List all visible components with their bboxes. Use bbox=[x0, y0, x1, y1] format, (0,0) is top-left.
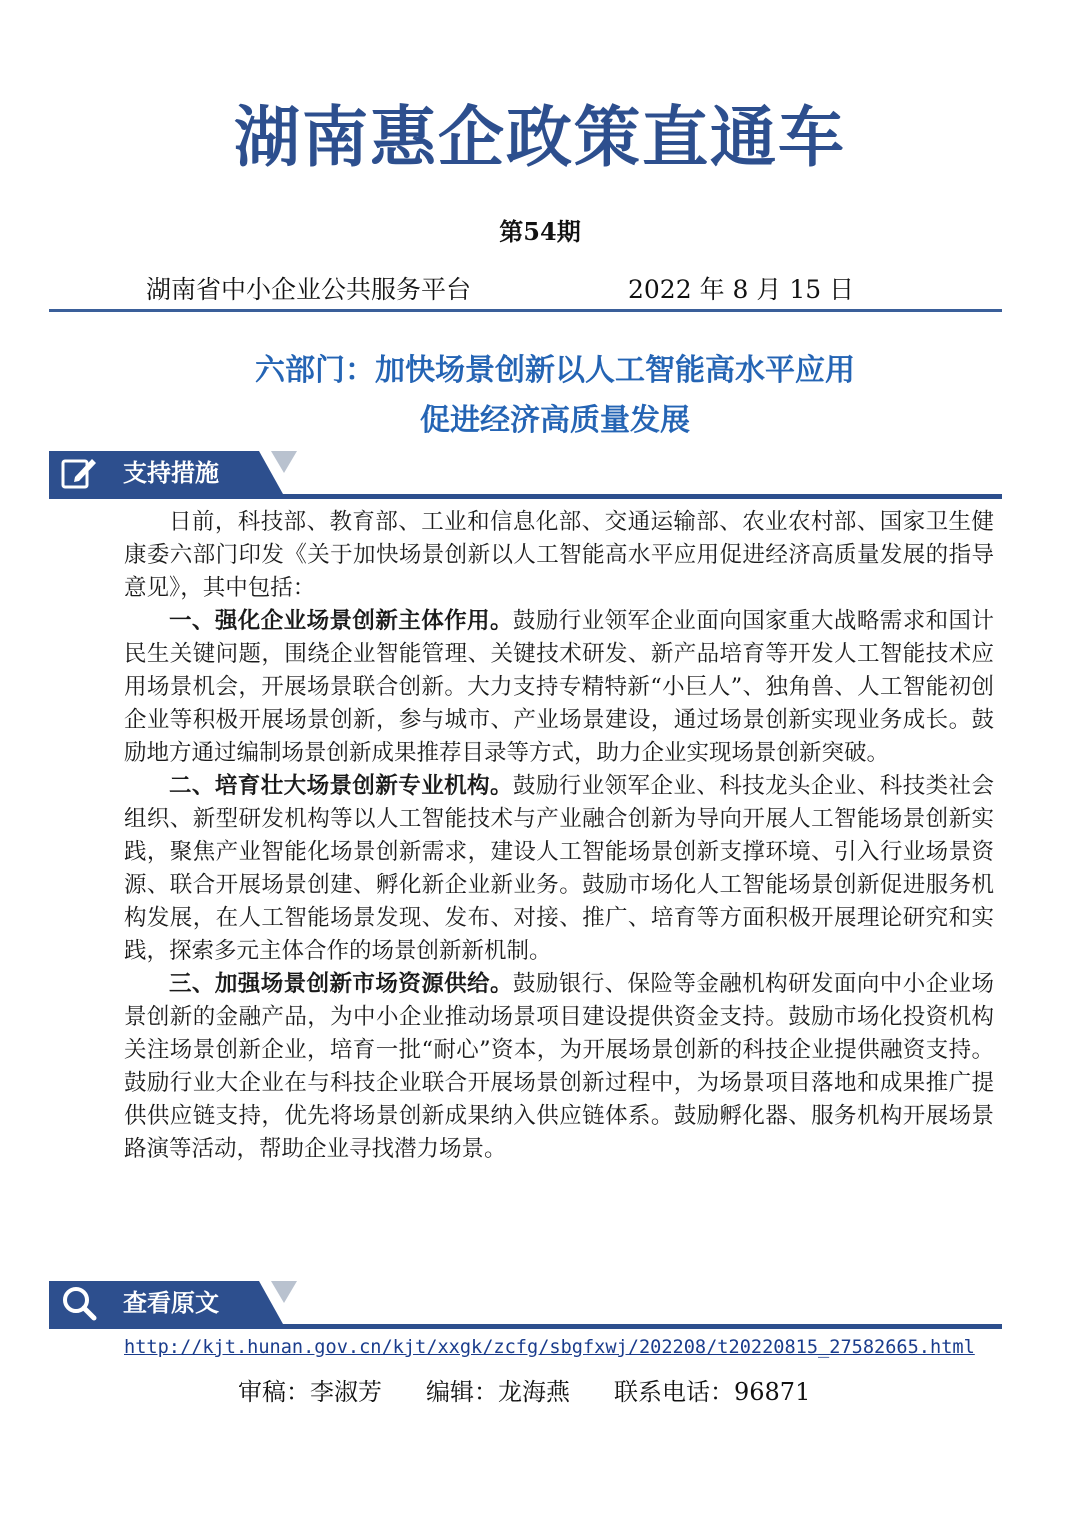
section-tab-triangle bbox=[271, 451, 297, 473]
source-link[interactable]: http://kjt.hunan.gov.cn/kjt/xxgk/zcfg/sbgfxwj/202208/t20220815_27582665.html bbox=[124, 1337, 975, 1358]
publisher-name: 湖南省中小企业公共服务平台 bbox=[146, 275, 472, 304]
section-underline bbox=[49, 1324, 1002, 1329]
magnifier-icon bbox=[59, 1285, 99, 1321]
intro-paragraph: 日前，科技部、教育部、工业和信息化部、交通运输部、农业农村部、国家卫生健康委六部门印发《关于加快场景创新以人工智能高水平应用促进经济高质量发展的指导意见》，其中包括： bbox=[124, 509, 994, 601]
section-label: 查看原文 bbox=[123, 1289, 219, 1317]
issue-number: 第54期 bbox=[499, 217, 581, 246]
measure-paragraph-1 bbox=[124, 605, 994, 770]
masthead-title: 湖南惠企政策直通车 bbox=[234, 99, 846, 176]
article-body bbox=[124, 506, 994, 1166]
measure-heading-3: 三、加强场景创新市场资源供给。 bbox=[169, 971, 513, 997]
credits-footer bbox=[238, 1372, 810, 1407]
section-header-original bbox=[49, 1281, 1002, 1329]
section-header-support bbox=[49, 451, 1002, 499]
measure-heading-2: 二、培育壮大场景创新专业机构。 bbox=[169, 773, 513, 799]
section-underline bbox=[49, 494, 1002, 499]
measure-body-3: 鼓励银行、保险等金融机构研发面向中小企业场景创新的金融产品，为中小企业推动场景项目建设提供资金支持。鼓励市场化投资机构关注场景创新企业，培育一批“耐心”资本，为开展场景创新的科技企业提供融资支持。鼓励行业大企业在与科技企业联合开展场景创新过程中，为场景项目落地和成果推广提供供应链支持，优先将场景创新成果纳入供应链体系。鼓励孵化器、服务机构开展场景路演等活动，帮助企业寻找潜力场景。 bbox=[124, 971, 994, 1162]
reviewer-credit: 审稿：李淑芳 bbox=[238, 1378, 382, 1406]
article-headline bbox=[0, 346, 1080, 446]
section-tab-triangle bbox=[271, 1281, 297, 1303]
measure-body-2: 鼓励行业领军企业、科技龙头企业、科技类社会组织、新型研发机构等以人工智能技术与产业融合创新为导向开展人工智能场景创新实践，聚焦产业智能化场景创新需求，建设人工智能场景创新支撑环境、引入行业场景资源、联合开展场景创建、孵化新企业新业务。鼓励市场化人工智能场景创新促进服务机构发展，在人工智能场景发现、发布、对接、推广、培育等方面积极开展理论研究和实践，探索多元主体合作的场景创新新机制。 bbox=[124, 773, 994, 964]
section-label: 支持措施 bbox=[123, 459, 219, 487]
measure-body-1: 鼓励行业领军企业面向国家重大战略需求和国计民生关键问题，围绕企业智能管理、关键技术研发、新产品培育等开发人工智能技术应用场景机会，开展场景联合创新。大力支持专精特新“小巨人”、独角兽、人工智能初创企业等积极开展场景创新，参与城市、产业场景建设，通过场景创新实现业务成长。鼓励地方通过编制场景创新成果推荐目录等方式，助力企业实现场景创新突破。 bbox=[124, 608, 994, 766]
contact-phone: 联系电话：96871 bbox=[614, 1378, 811, 1406]
headline-line-1: 六部门：加快场景创新以人工智能高水平应用 bbox=[255, 353, 855, 388]
editor-credit: 编辑：龙海燕 bbox=[426, 1378, 570, 1406]
headline-line-2: 促进经济高质量发展 bbox=[420, 403, 690, 438]
measure-paragraph-2 bbox=[124, 770, 994, 968]
header-divider bbox=[49, 309, 1002, 312]
publish-date: 2022 年 8 月 15 日 bbox=[628, 275, 855, 304]
edit-pencil-icon bbox=[59, 455, 99, 491]
measure-heading-1: 一、强化企业场景创新主体作用。 bbox=[169, 608, 513, 634]
measure-paragraph-3 bbox=[124, 968, 994, 1166]
